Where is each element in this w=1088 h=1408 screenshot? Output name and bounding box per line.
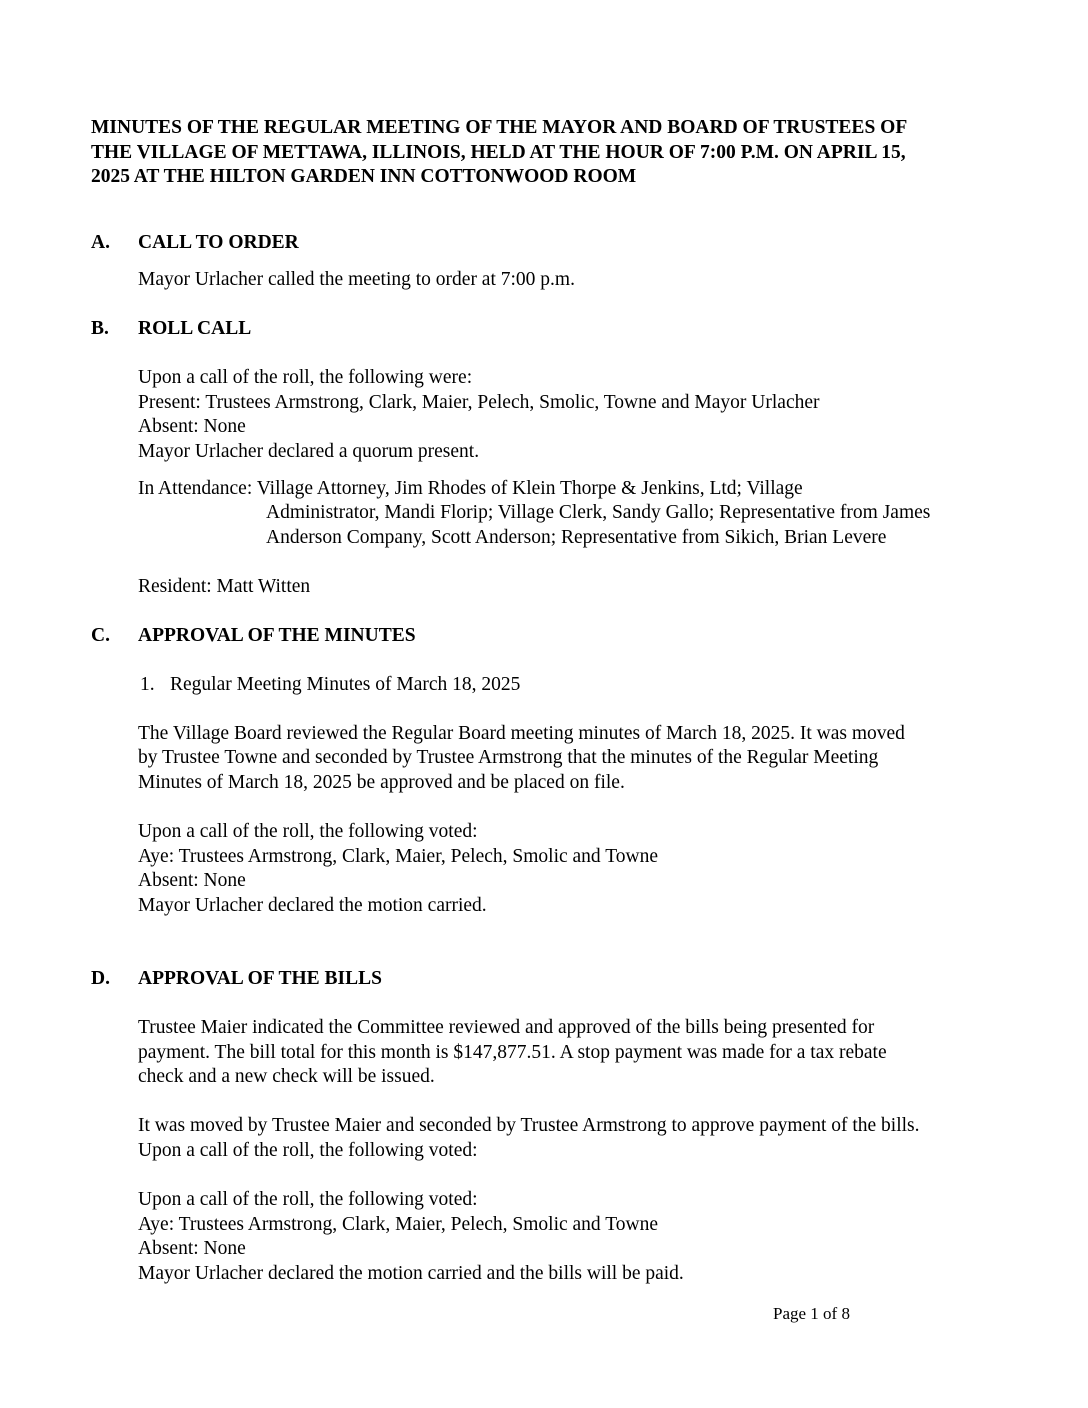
vote-line: Absent: None <box>138 1238 246 1259</box>
paragraph-line: check and a new check will be issued. <box>138 1066 435 1087</box>
list-item-text: Regular Meeting Minutes of March 18, 2025 <box>170 674 521 695</box>
roll-call-line: Mayor Urlacher declared a quorum present. <box>138 441 480 462</box>
attendance-line: Administrator, Mandi Florip; Village Clerk, Sandy Gallo; Representative from James <box>266 502 931 523</box>
paragraph-line: by Trustee Towne and seconded by Trustee Armstrong that the minutes of the Regular Meeting <box>138 747 879 768</box>
section-heading: APPROVAL OF THE MINUTES <box>138 625 416 646</box>
list-item-number: 1. <box>140 674 155 695</box>
title-line: 2025 AT THE HILTON GARDEN INN COTTONWOOD ROOM <box>91 166 637 187</box>
roll-call-line: Upon a call of the roll, the following were: <box>138 367 473 388</box>
vote-line: Mayor Urlacher declared the motion carried. <box>138 895 487 916</box>
section-heading: APPROVAL OF THE BILLS <box>138 968 382 989</box>
paragraph-line: payment. The bill total for this month is $147,877.51. A stop payment was made for a tax rebate <box>138 1042 887 1063</box>
vote-line: Mayor Urlacher declared the motion carried and the bills will be paid. <box>138 1263 684 1284</box>
section-heading: CALL TO ORDER <box>138 232 299 253</box>
attendance-line: In Attendance: Village Attorney, Jim Rhodes of Klein Thorpe & Jenkins, Ltd; Village <box>138 478 803 499</box>
section-heading: ROLL CALL <box>138 318 252 339</box>
paragraph-line: It was moved by Trustee Maier and seconded by Trustee Armstrong to approve payment of the bills. <box>138 1115 920 1136</box>
vote-line: Upon a call of the roll, the following voted: <box>138 821 478 842</box>
page-number: Page 1 of 8 <box>773 1304 850 1323</box>
roll-call-line: Present: Trustees Armstrong, Clark, Maier, Pelech, Smolic, Towne and Mayor Urlacher <box>138 392 820 413</box>
title-line: THE VILLAGE OF METTAWA, ILLINOIS, HELD AT THE HOUR OF 7:00 P.M. ON APRIL 15, <box>91 142 906 163</box>
paragraph-line: Trustee Maier indicated the Committee reviewed and approved of the bills being presented for <box>138 1017 875 1038</box>
paragraph-line: Minutes of March 18, 2025 be approved and be placed on file. <box>138 772 625 793</box>
vote-line: Aye: Trustees Armstrong, Clark, Maier, Pelech, Smolic and Towne <box>138 846 658 867</box>
paragraph-line: The Village Board reviewed the Regular Board meeting minutes of March 18, 2025. It was moved <box>138 723 905 744</box>
section-letter: B. <box>91 318 109 339</box>
section-text: Mayor Urlacher called the meeting to order at 7:00 p.m. <box>138 269 575 290</box>
vote-line: Upon a call of the roll, the following voted: <box>138 1189 478 1210</box>
resident-line: Resident: Matt Witten <box>138 576 311 597</box>
attendance-line: Anderson Company, Scott Anderson; Representative from Sikich, Brian Levere <box>266 527 887 548</box>
section-letter: A. <box>91 232 110 253</box>
section-letter: C. <box>91 625 110 646</box>
vote-line: Absent: None <box>138 870 246 891</box>
title-line: MINUTES OF THE REGULAR MEETING OF THE MAYOR AND BOARD OF TRUSTEES OF <box>91 117 908 138</box>
roll-call-line: Absent: None <box>138 416 246 437</box>
vote-line: Aye: Trustees Armstrong, Clark, Maier, Pelech, Smolic and Towne <box>138 1214 658 1235</box>
paragraph-line: Upon a call of the roll, the following voted: <box>138 1140 478 1161</box>
section-letter: D. <box>91 968 110 989</box>
